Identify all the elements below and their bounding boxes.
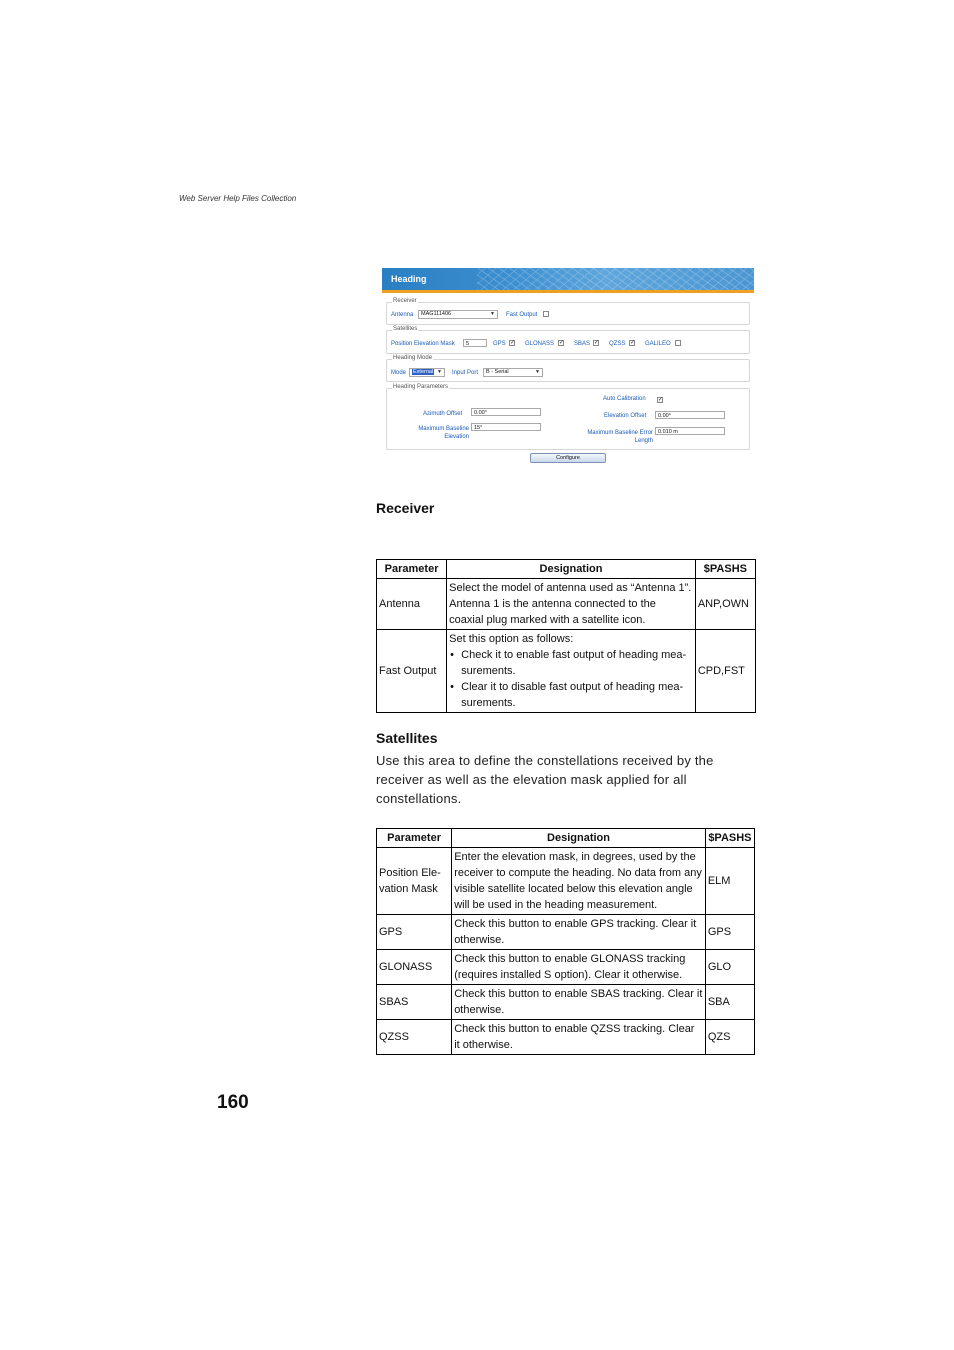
- satellites-fieldset: [386, 326, 750, 354]
- satellites-legend: Satellites: [393, 326, 418, 332]
- table-row: [377, 985, 755, 1020]
- fast-output-checkbox[interactable]: [543, 311, 549, 317]
- galileo-label: GALILEO: [645, 341, 671, 347]
- heading-mode-legend: Heading Mode: [393, 355, 433, 361]
- azimuth-offset-input[interactable]: 0.00°: [471, 408, 541, 416]
- pashs-cell: ANP,OWN: [695, 579, 755, 630]
- column-header: $PASHS: [705, 829, 754, 848]
- input-port-label: Input Port: [452, 370, 479, 376]
- param-cell: Position Ele- vation Mask: [377, 848, 452, 915]
- designation-intro: Set this option as follows:: [449, 633, 574, 645]
- param-cell: Fast Output: [377, 630, 447, 713]
- configure-button[interactable]: Configure: [530, 453, 606, 463]
- table-row: [377, 848, 755, 915]
- designation-cell: Check this button to enable GLONASS tracking (requires installed S option). Clear it otherwise.: [452, 950, 706, 985]
- list-item: • Clear it to disable fast output of heading mea- surements.: [449, 679, 693, 711]
- mode-select[interactable]: External ▼: [409, 368, 445, 377]
- pashs-cell: ELM: [705, 848, 754, 915]
- param-cell: QZSS: [377, 1020, 452, 1055]
- header-stripe: [382, 290, 754, 293]
- designation-cell: Check this button to enable GPS tracking. Clear it otherwise.: [452, 915, 706, 950]
- heading-mode-fieldset: [386, 355, 750, 382]
- pashs-cell: GLO: [705, 950, 754, 985]
- bullet-list: [449, 647, 693, 711]
- table-header-row: [377, 560, 756, 579]
- elevation-offset-input[interactable]: 0.00°: [655, 411, 725, 419]
- param-cell: SBAS: [377, 985, 452, 1020]
- designation-cell: [447, 630, 696, 713]
- heading-params-legend: Heading Parameters: [393, 384, 449, 390]
- auto-calibration-label: Auto Calibration: [603, 396, 646, 402]
- antenna-label: Antenna: [391, 312, 414, 318]
- chevron-down-icon: ▼: [535, 369, 540, 375]
- pashs-cell: CPD,FST: [695, 630, 755, 713]
- param-cell: GLONASS: [377, 950, 452, 985]
- elev-mask-label: Position Elevation Mask: [391, 341, 455, 347]
- elev-mask-input[interactable]: 5: [463, 339, 487, 347]
- glonass-label: GLONASS: [525, 341, 555, 347]
- qzss-label: QZSS: [609, 341, 626, 347]
- page-number: 160: [217, 1092, 249, 1113]
- chevron-down-icon: ▼: [437, 369, 442, 375]
- input-port-select[interactable]: B - Serial ▼: [483, 368, 543, 377]
- qzss-checkbox[interactable]: ✓: [630, 340, 636, 346]
- galileo-checkbox[interactable]: [675, 340, 681, 346]
- gps-label: GPS: [493, 341, 506, 347]
- map-pattern-decoration: [477, 268, 754, 290]
- heading-params-fieldset: [386, 384, 750, 450]
- satellites-intro: Use this area to define the constellations received by the receiver as well as the elevation mask applied for all constellations.: [376, 753, 714, 806]
- max-baseline-elevation-label: Maximum Baseline Elevation: [418, 426, 469, 440]
- column-header: $PASHS: [695, 560, 755, 579]
- panel-header: [382, 268, 754, 290]
- antenna-select[interactable]: MAG111406 ▼: [418, 310, 498, 319]
- satellites-table: [376, 828, 755, 1055]
- designation-cell: Enter the elevation mask, in degrees, used by the receiver to compute the heading. No data from any visible satellite located below this elevation angle will be used in the heading measurement.: [452, 848, 706, 915]
- table-row: [377, 915, 755, 950]
- receiver-heading: Receiver: [376, 500, 435, 516]
- column-header: Designation: [452, 829, 706, 848]
- sbas-checkbox[interactable]: ✓: [594, 340, 600, 346]
- gps-checkbox[interactable]: ✓: [510, 340, 516, 346]
- table-row: [377, 630, 756, 713]
- elevation-offset-label: Elevation Offset: [604, 413, 647, 419]
- fast-output-label: Fast Output: [506, 312, 538, 318]
- receiver-fieldset: [386, 298, 750, 325]
- table-row: [377, 950, 755, 985]
- glonass-checkbox[interactable]: ✓: [559, 340, 565, 346]
- column-header: Parameter: [377, 829, 452, 848]
- max-baseline-error-input[interactable]: 0.010 m: [655, 427, 725, 435]
- column-header: Designation: [447, 560, 696, 579]
- pashs-cell: GPS: [705, 915, 754, 950]
- receiver-table: [376, 559, 756, 713]
- designation-cell: Check this button to enable QZSS tracking. Clear it otherwise.: [452, 1020, 706, 1055]
- heading-screenshot: [382, 268, 754, 468]
- max-baseline-elevation-input[interactable]: 15°: [471, 423, 541, 431]
- designation-cell: Select the model of antenna used as “Antenna 1”. Antenna 1 is the antenna connected to the coaxial plug marked with a satellite icon.: [447, 579, 696, 630]
- pashs-cell: SBA: [705, 985, 754, 1020]
- running-header: Web Server Help Files Collection: [179, 194, 297, 203]
- table-row: [377, 579, 756, 630]
- list-item: • Check it to enable fast output of heading mea- surements.: [449, 647, 693, 679]
- chevron-down-icon: ▼: [490, 311, 495, 317]
- max-baseline-error-label: Maximum Baseline Error Length: [587, 430, 653, 444]
- param-cell: Antenna: [377, 579, 447, 630]
- sbas-label: SBAS: [574, 341, 591, 347]
- panel-title: Heading: [391, 274, 427, 284]
- mode-label: Mode: [391, 370, 407, 376]
- receiver-legend: Receiver: [393, 298, 417, 304]
- table-row: [377, 1020, 755, 1055]
- designation-cell: Check this button to enable SBAS tracking. Clear it otherwise.: [452, 985, 706, 1020]
- auto-calibration-checkbox[interactable]: ✓: [658, 397, 664, 403]
- table-header-row: [377, 829, 755, 848]
- pashs-cell: QZS: [705, 1020, 754, 1055]
- satellites-heading: Satellites: [376, 730, 438, 746]
- azimuth-offset-label: Azimuth Offset: [423, 411, 463, 417]
- param-cell: GPS: [377, 915, 452, 950]
- column-header: Parameter: [377, 560, 447, 579]
